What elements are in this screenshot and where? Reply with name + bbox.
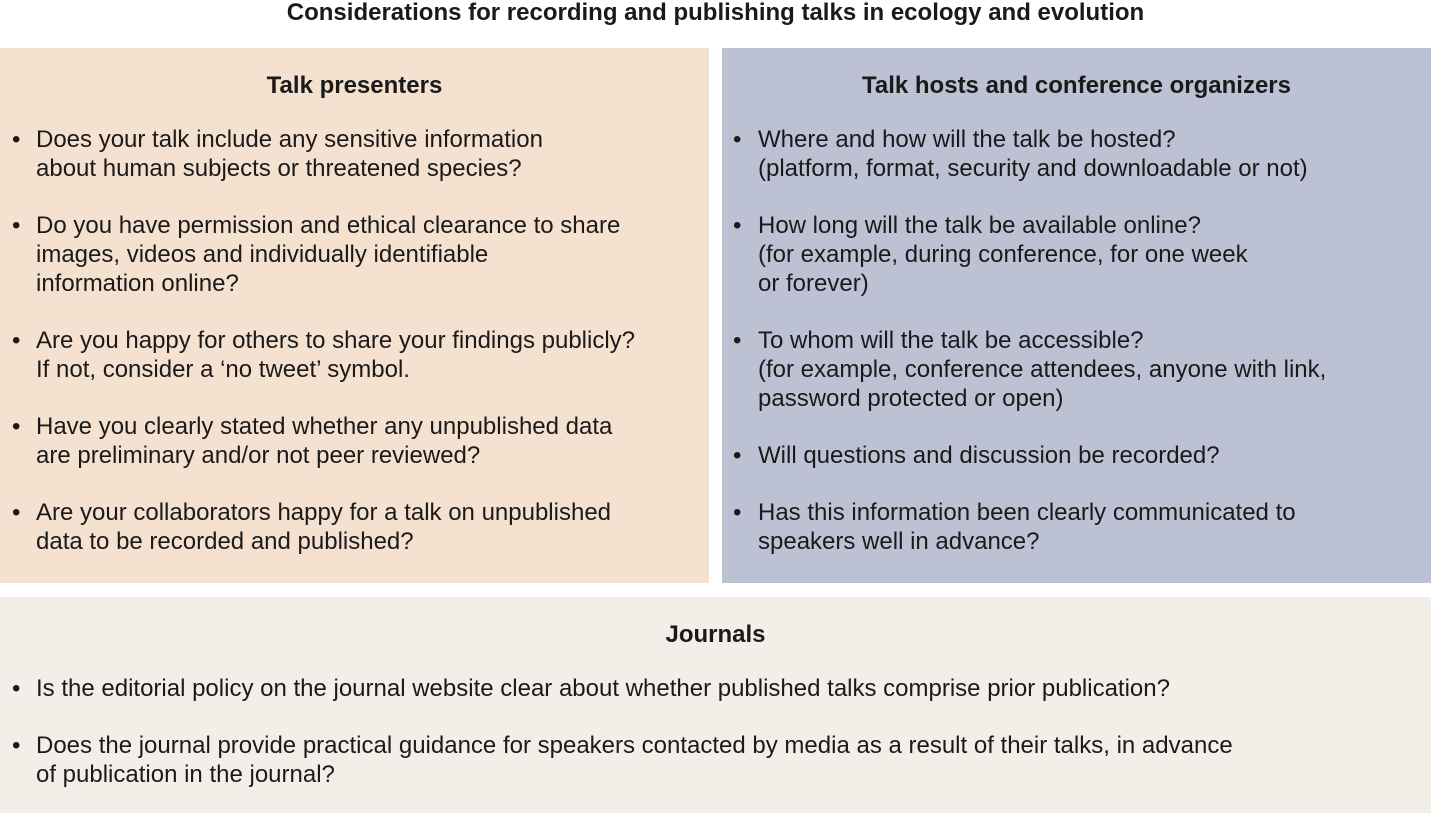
list-item: • Does the journal provide practical guidance for speakers contacted by media as a result of their talks, in advance of publication in the journal? — [12, 732, 1233, 788]
bullet-icon: • — [12, 212, 21, 239]
bullet-icon: • — [12, 675, 21, 702]
talk-presenters-heading: Talk presenters — [266, 72, 443, 99]
bullet-icon: • — [733, 126, 742, 153]
bullet-icon: • — [12, 126, 21, 153]
list-item: • Is the editorial policy on the journal website clear about whether published talks comprise prior publication? — [12, 675, 1170, 702]
bullet-icon: • — [12, 413, 21, 440]
bullet-icon: • — [12, 499, 21, 526]
talk-hosts-list — [722, 125, 1431, 584]
journals-heading: Journals — [665, 621, 766, 648]
list-item: • How long will the talk be available online? (for example, during conference, for one week or forever) — [733, 212, 1248, 297]
list-item: • Do you have permission and ethical clearance to share images, videos and individually identifiable information online? — [12, 212, 621, 297]
bullet-icon: • — [733, 327, 742, 354]
list-item: • Have you clearly stated whether any unpublished data are preliminary and/or not peer reviewed? — [12, 413, 613, 469]
talk-presenters-panel — [0, 48, 709, 583]
bullet-icon: • — [12, 732, 21, 759]
list-item: • Are your collaborators happy for a talk on unpublished data to be recorded and published? — [12, 499, 612, 555]
journals-list — [0, 674, 1431, 817]
talk-hosts-heading: Talk hosts and conference organizers — [861, 72, 1291, 99]
list-item: • To whom will the talk be accessible? (for example, conference attendees, anyone with link, password protected or open) — [733, 327, 1327, 412]
bullet-icon: • — [733, 442, 742, 469]
bullet-icon: • — [733, 212, 742, 239]
list-item: • Where and how will the talk be hosted? (platform, format, security and downloadable or not) — [733, 126, 1308, 182]
bullet-icon: • — [733, 499, 742, 526]
figure-title: Considerations for recording and publishing talks in ecology and evolution — [286, 0, 1145, 26]
list-item: • Has this information been clearly communicated to speakers well in advance? — [733, 499, 1296, 555]
list-item: • Does your talk include any sensitive information about human subjects or threatened species? — [12, 126, 543, 182]
talk-presenters-list — [0, 125, 709, 584]
bullet-icon: • — [12, 327, 21, 354]
list-item: • Are you happy for others to share your findings publicly? If not, consider a ‘no tweet’ symbol. — [12, 327, 636, 383]
list-item: • Will questions and discussion be recorded? — [733, 442, 1220, 469]
talk-hosts-panel — [722, 48, 1431, 583]
journals-panel — [0, 597, 1431, 813]
